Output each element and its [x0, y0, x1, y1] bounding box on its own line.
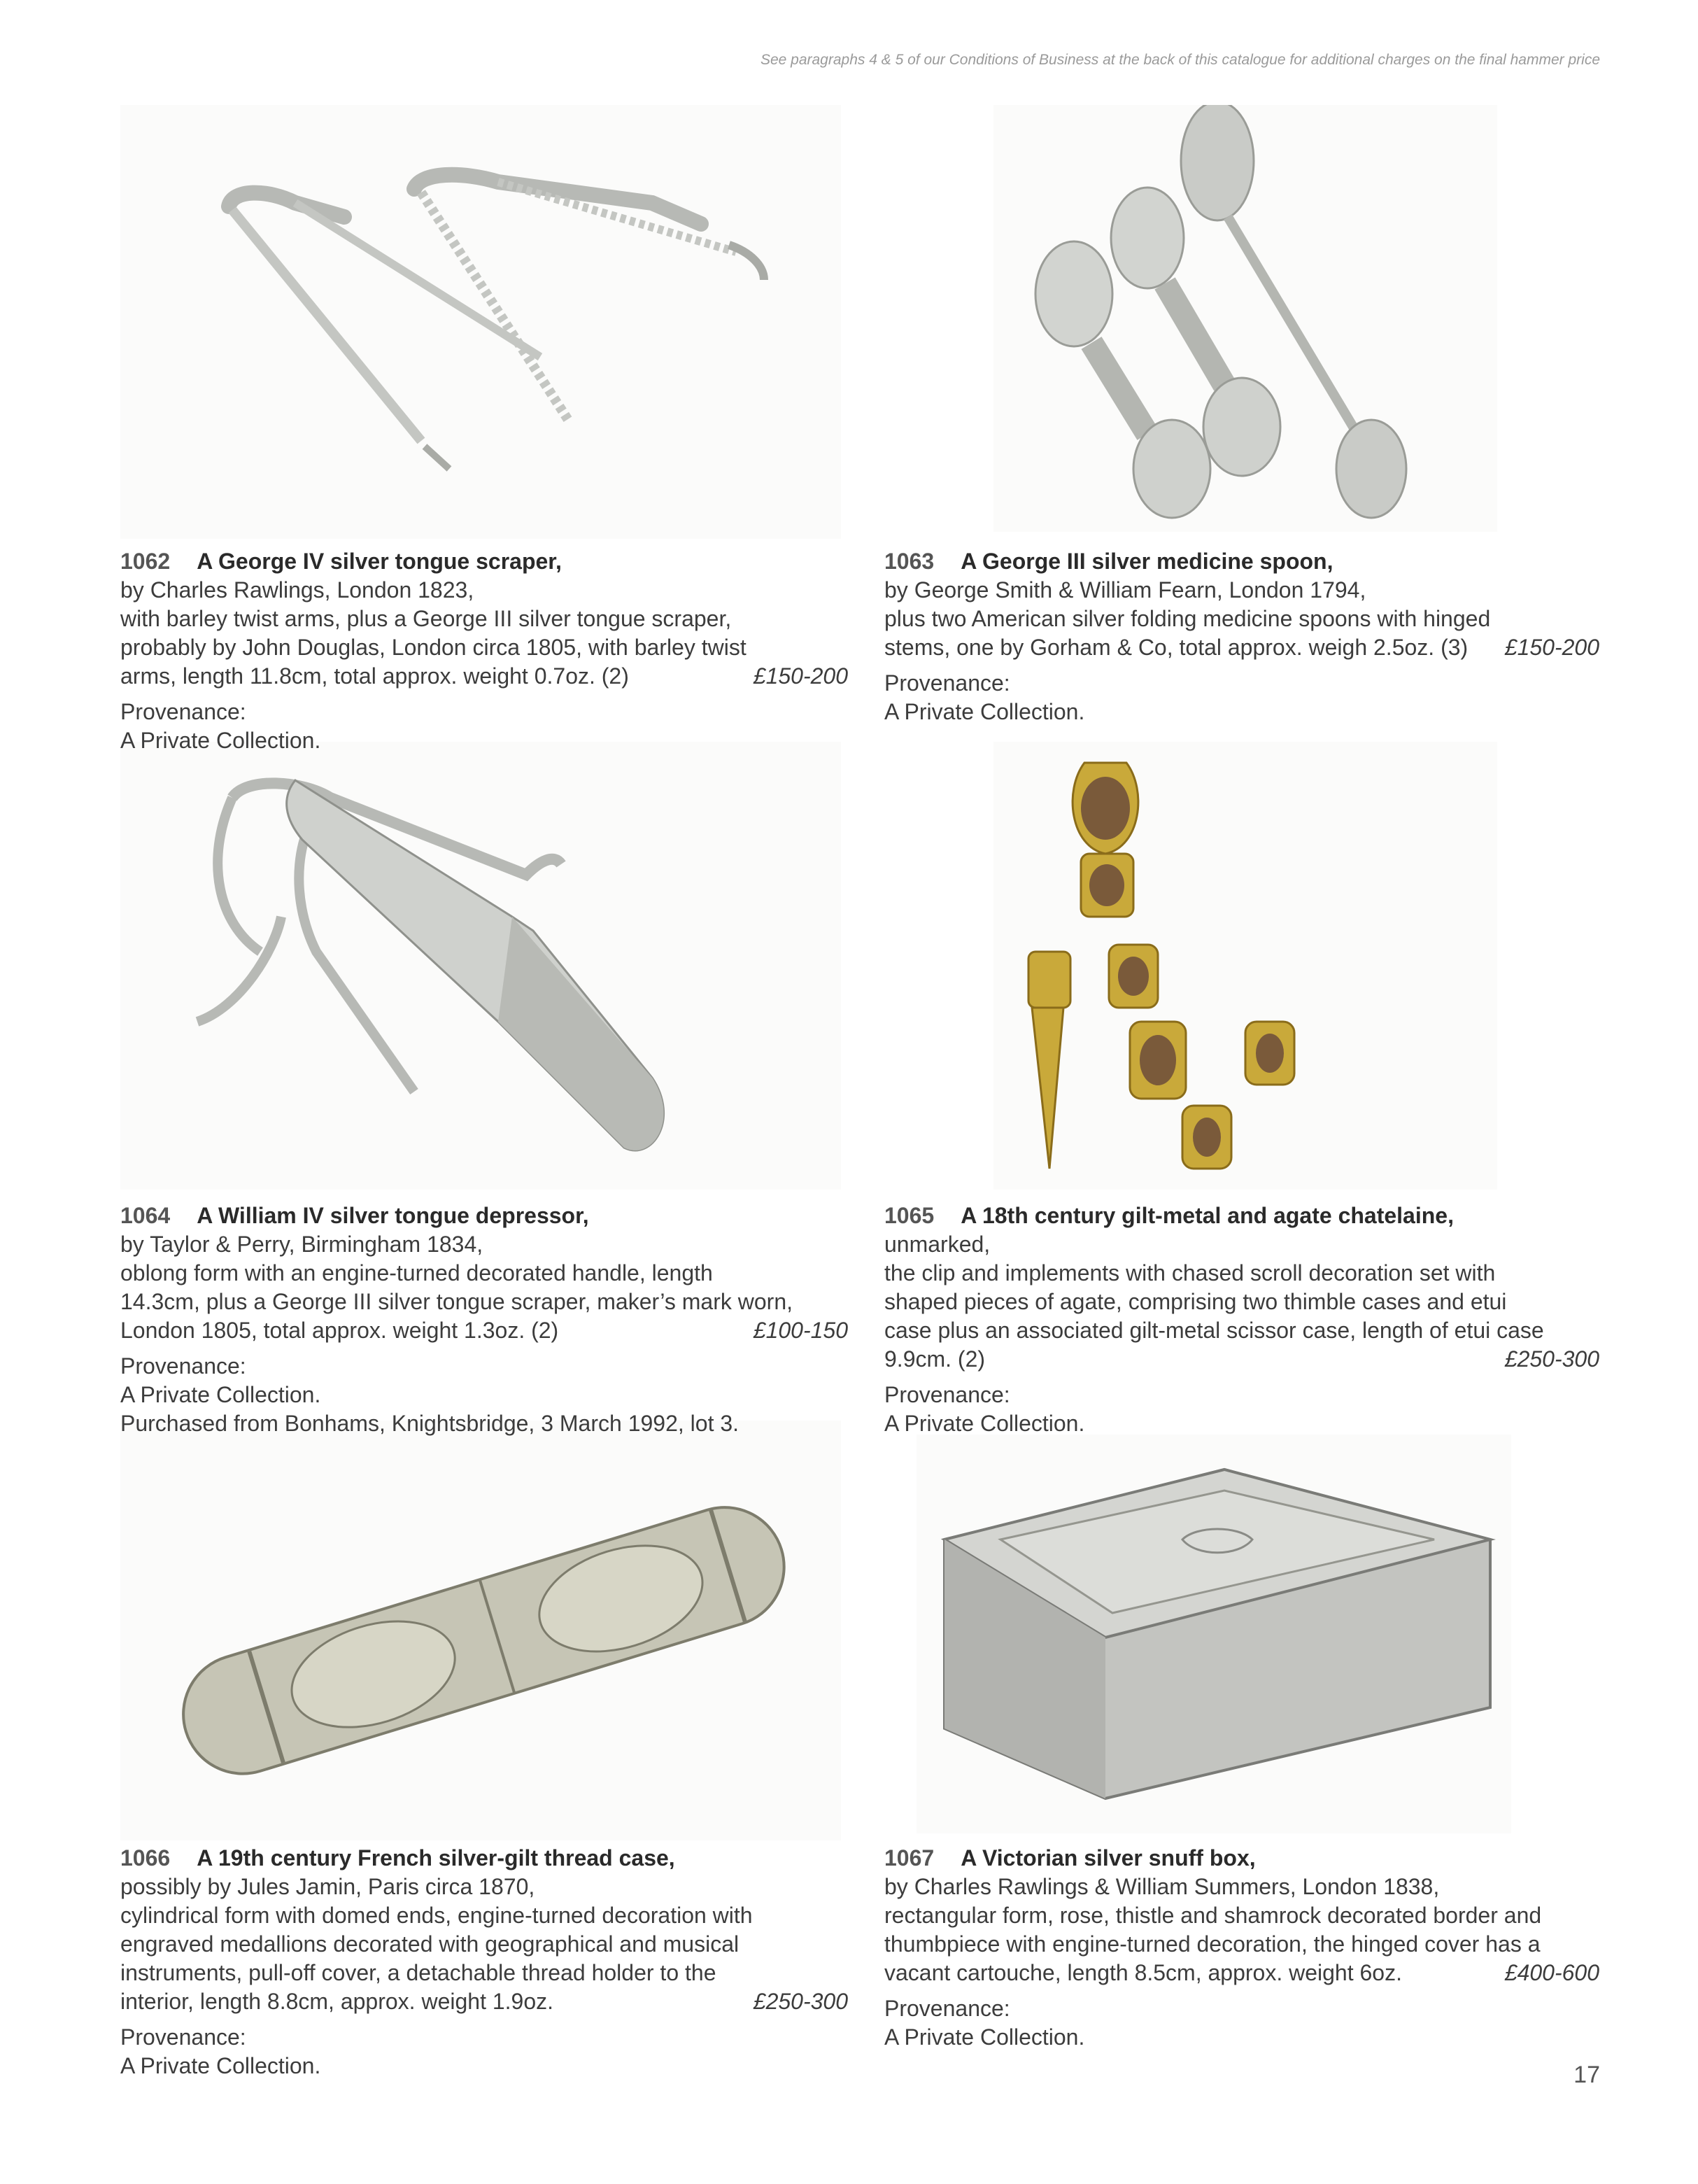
lot-1062 [120, 547, 848, 755]
provenance-label: Provenance: [884, 1382, 1010, 1407]
medicine-spoons-image [993, 105, 1497, 532]
lot-description: cylindrical form with domed ends, engine-turned decoration with [120, 1903, 753, 1928]
provenance-label: Provenance: [120, 699, 246, 724]
lot-description: plus two American silver folding medicine spoons with hinged [884, 606, 1491, 631]
provenance-text: A Private Collection. [884, 1411, 1085, 1436]
lot-description: with barley twist arms, plus a George III silver tongue scraper, [120, 606, 732, 631]
lot-description: thumbpiece with engine-turned decoration, the hinged cover has a [884, 1931, 1541, 1957]
lot-maker: by George Smith & William Fearn, London 1794, [884, 577, 1366, 603]
lot-description: the clip and implements with chased scroll decoration set with [884, 1260, 1496, 1285]
lot-title: 1062 A George IV silver tongue scraper, [120, 549, 562, 574]
provenance-label: Provenance: [120, 2024, 246, 2050]
lot-description: instruments, pull-off cover, a detachable thread holder to the [120, 1960, 716, 1985]
lot-1064 [120, 1202, 848, 1438]
lot-1067 [884, 1844, 1599, 2052]
provenance-text: A Private Collection. [120, 2053, 321, 2078]
provenance-label: Provenance: [884, 670, 1010, 696]
lot-description: 9.9cm. (2) [884, 1346, 986, 1372]
lot-number: 1065 [884, 1203, 935, 1228]
lot-1065 [884, 1202, 1599, 1438]
lot-estimate: £100-150 [753, 1318, 848, 1343]
lot-1067-photo [917, 1435, 1511, 1833]
tongue-scraper-image [120, 105, 841, 539]
lot-title: 1066 A 19th century French silver-gilt thread case, [120, 1845, 675, 1871]
lot-maker: possibly by Jules Jamin, Paris circa 1870, [120, 1874, 535, 1899]
lot-description: interior, length 8.8cm, approx. weight 1.9oz. [120, 1989, 554, 2014]
header-note: See paragraphs 4 & 5 of our Conditions of Business at the back of this catalogue for additional charges on the final hammer price [760, 52, 1600, 68]
lot-number: 1063 [884, 549, 935, 574]
lot-description: case plus an associated gilt-metal scissor case, length of etui case [884, 1318, 1544, 1343]
chatelaine-image [993, 742, 1497, 1190]
lot-title: 1065 A 18th century gilt-metal and agate chatelaine, [884, 1203, 1454, 1228]
lot-estimate: £150-200 [753, 663, 848, 689]
provenance-label: Provenance: [884, 1996, 1010, 2021]
lot-description: oblong form with an engine-turned decorated handle, length [120, 1260, 713, 1285]
lot-description: probably by John Douglas, London circa 1805, with barley twist [120, 635, 747, 660]
lot-description: London 1805, total approx. weight 1.3oz. (2) [120, 1318, 559, 1343]
lot-title: 1064 A William IV silver tongue depressor, [120, 1203, 589, 1228]
provenance-text: Purchased from Bonhams, Knightsbridge, 3 March 1992, lot 3. [120, 1411, 740, 1436]
lot-maker: unmarked, [884, 1232, 991, 1257]
lot-description: rectangular form, rose, thistle and shamrock decorated border and [884, 1903, 1542, 1928]
lot-title: 1067 A Victorian silver snuff box, [884, 1845, 1256, 1871]
provenance-text: A Private Collection. [120, 728, 321, 753]
lot-number: 1062 [120, 549, 171, 574]
lot-number: 1066 [120, 1845, 171, 1871]
provenance-label: Provenance: [120, 1353, 246, 1379]
lot-1063-photo [993, 105, 1497, 532]
lot-description: vacant cartouche, length 8.5cm, approx. weight 6oz. [884, 1960, 1402, 1985]
lot-estimate: £400-600 [1504, 1960, 1599, 1985]
lot-estimate: £250-300 [753, 1989, 848, 2014]
lot-1065-photo [993, 742, 1497, 1190]
tongue-depressor-image [120, 742, 841, 1190]
lot-estimate: £250-300 [1504, 1346, 1599, 1372]
provenance-text: A Private Collection. [884, 699, 1085, 724]
lot-maker: by Taylor & Perry, Birmingham 1834, [120, 1232, 483, 1257]
lot-description: engraved medallions decorated with geographical and musical [120, 1931, 740, 1957]
provenance-text: A Private Collection. [884, 2024, 1085, 2050]
lot-maker: by Charles Rawlings, London 1823, [120, 577, 474, 603]
lot-1064-photo [120, 742, 841, 1190]
snuff-box-image [917, 1435, 1511, 1833]
lot-estimate: £150-200 [1504, 635, 1599, 660]
lot-1062-photo [120, 105, 841, 539]
page-number: 17 [1573, 2062, 1600, 2088]
lot-description: 14.3cm, plus a George III silver tongue scraper, maker’s mark worn, [120, 1289, 793, 1314]
provenance-text: A Private Collection. [120, 1382, 321, 1407]
lot-1063 [884, 547, 1599, 726]
thread-case-image [120, 1421, 841, 1840]
lot-number: 1064 [120, 1203, 171, 1228]
lot-maker: by Charles Rawlings & William Summers, London 1838, [884, 1874, 1440, 1899]
lot-number: 1067 [884, 1845, 935, 1871]
lot-1066-photo [120, 1421, 841, 1840]
lot-description: shaped pieces of agate, comprising two thimble cases and etui [884, 1289, 1507, 1314]
lot-1066 [120, 1844, 848, 2080]
lot-description: stems, one by Gorham & Co, total approx. weigh 2.5oz. (3) [884, 635, 1469, 660]
lot-title: 1063 A George III silver medicine spoon, [884, 549, 1333, 574]
lot-description: arms, length 11.8cm, total approx. weight 0.7oz. (2) [120, 663, 629, 689]
